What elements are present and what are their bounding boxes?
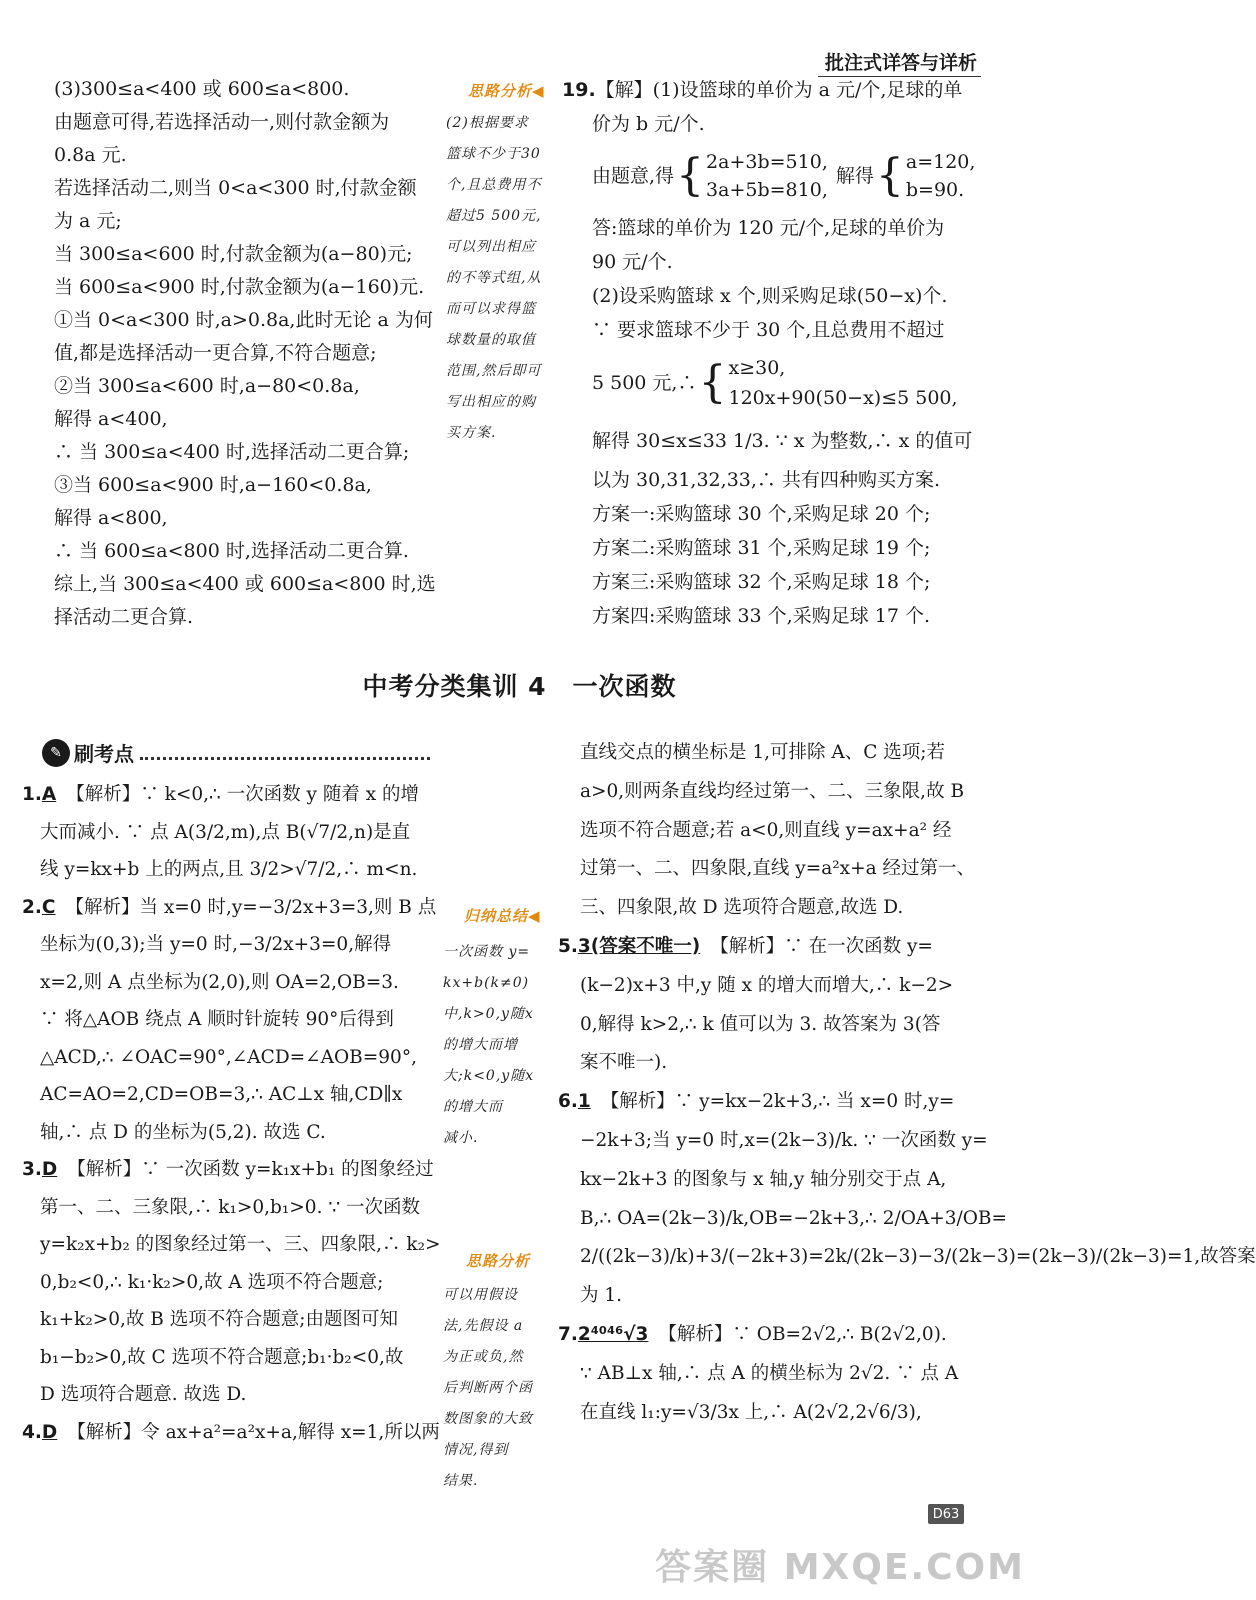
text-line	[22, 1301, 441, 1339]
note-tag-label: 归纳总结	[464, 907, 529, 925]
line-text: 轴,∴ 点 D 的坐标为(5,2). 故选 C.	[40, 1121, 326, 1143]
text-line	[558, 1122, 1256, 1161]
line-text: AC=AO=2,CD=OB=3,∴ AC⊥x 轴,CD∥x	[40, 1084, 403, 1105]
note-line: 球数量的取值	[446, 332, 536, 348]
text-line	[558, 1238, 1256, 1277]
section-title: 中考分类集训 4 一次函数	[362, 672, 677, 701]
line-text: ∵ 将△AOB 绕点 A 顺时针旋转 90°后得到	[40, 1009, 394, 1030]
line-text: 在直线 l₁:y=√3/3x 上,∴ A(2√2,2√6/3),	[580, 1401, 922, 1423]
text-line	[22, 776, 441, 814]
line-text: −2k+3;当 y=0 时,x=(2k−3)/k. ∵ 一次函数 y=	[580, 1129, 988, 1151]
text-line	[22, 1264, 441, 1302]
brace-icon: {	[875, 150, 904, 201]
note-line: 的不等式组,从	[446, 270, 542, 286]
line-text: 【解析】当 x=0 时,y=−3/2x+3=3,则 B 点	[65, 896, 437, 918]
text-line	[558, 1394, 1256, 1433]
text-line: 择活动二更合算.	[54, 606, 194, 628]
line-text: 选项不符合题意;若 a<0,则直线 y=ax+a² 经	[580, 819, 952, 841]
note-tag	[464, 905, 541, 926]
answer-choice: A	[41, 784, 57, 805]
line-text: b₁−b₂>0,故 C 选项不符合题意;b₁·b₂<0,故	[40, 1346, 404, 1368]
margin-note	[443, 937, 534, 1154]
text-line: 90 元/个.	[592, 251, 673, 273]
note-line: 法,先假设 a	[443, 1318, 524, 1334]
text-line: ∴ 当 300≤a<400 时,选择活动二更合算;	[54, 441, 410, 463]
note-tag	[466, 1250, 530, 1271]
line-text: D 选项符合题意. 故选 D.	[40, 1384, 247, 1405]
text-line: 当 600≤a<900 时,付款金额为(a−160)元.	[54, 276, 425, 298]
arrow-icon: ◀	[532, 82, 545, 100]
note-line: kx+b(k≠0)	[443, 975, 530, 991]
note-line: 数图象的大致	[443, 1411, 533, 1427]
line-text: △ACD,∴ ∠OAC=90°,∠ACD=∠AOB=90°,	[40, 1046, 417, 1068]
note-line: 写出相应的购	[446, 394, 536, 410]
margin-note	[446, 108, 542, 449]
header-title: 批注式详答与详析	[824, 52, 977, 74]
text-line: 方案二:采购篮球 31 个,采购足球 19 个;	[592, 537, 931, 559]
text-line: 价为 b 元/个.	[592, 113, 705, 135]
note-line: 可以列出相应	[446, 239, 536, 255]
question-number: 4.	[22, 1421, 42, 1443]
line-text: kx−2k+3 的图象与 x 轴,y 轴分别交于点 A,	[580, 1168, 947, 1190]
answer-choice: D	[41, 1421, 58, 1443]
note-line: 中,k>0,y随x	[443, 1006, 534, 1022]
line-text: a>0,则两条直线均经过第一、二、三象限,故 B	[580, 780, 965, 802]
line-text: y=k₂x+b₂ 的图象经过第一、三、四象限,∴ k₂>	[40, 1234, 441, 1255]
note-line: 可以用假设	[443, 1287, 518, 1303]
text-line	[22, 1001, 441, 1039]
text-line: (3)300≤a<400 或 600≤a<800.	[54, 78, 350, 100]
note-line: 减小.	[443, 1130, 479, 1146]
text-span: 解得	[835, 165, 874, 187]
equation: b=90.	[905, 179, 965, 201]
pencil-icon: ✎	[42, 739, 70, 767]
text-line	[558, 850, 1256, 889]
text-line: 答:篮球的单价为 120 元/个,足球的单价为	[592, 217, 945, 239]
line-text: 案不唯一).	[580, 1052, 668, 1074]
line-text: 线 y=kx+b 上的两点,且 3/2>√7/2,∴ m<n.	[40, 859, 418, 880]
note-line: 超过5 500元,	[446, 208, 542, 224]
text-line: 若选择活动二,则当 0<a<300 时,付款金额	[54, 177, 417, 199]
note-line: 结果.	[443, 1473, 479, 1489]
inequality-system	[562, 347, 975, 419]
text-line	[558, 889, 1256, 928]
note-line: 买方案.	[446, 425, 497, 441]
note-tag-label: 思路分析	[468, 82, 533, 100]
inequality: 120x+90(50−x)≤5 500,	[728, 387, 958, 409]
question-number: 3.	[22, 1159, 42, 1180]
text-line: ③当 600≤a<900 时,a−160<0.8a,	[54, 474, 372, 496]
text-line	[558, 1200, 1256, 1239]
note-line: 大;k<0,y随x	[443, 1068, 535, 1084]
text-line	[22, 1339, 441, 1377]
text-line	[558, 1161, 1256, 1200]
note-line: 情况,得到	[443, 1442, 509, 1458]
text-line	[558, 967, 1256, 1006]
question-number: 7.	[558, 1323, 578, 1345]
text-line: 解得 a<400,	[54, 408, 168, 430]
bottom-right-column	[558, 734, 1256, 1432]
line-text: 第一、二、三象限,∴ k₁>0,b₁>0. ∵ 一次函数	[40, 1196, 420, 1218]
text-line	[558, 1355, 1256, 1394]
line-text: 0,解得 k>2,∴ k 值可以为 3. 故答案为 3(答	[580, 1013, 941, 1035]
margin-note	[443, 1280, 533, 1497]
text-span: 由题意,得	[592, 165, 675, 187]
note-tag-label: 思路分析	[466, 1252, 531, 1270]
bottom-left-column	[22, 776, 441, 1451]
answer-choice: 3(答案不唯一)	[577, 935, 701, 957]
section-badge	[42, 738, 134, 767]
line-text: 【解析】令 ax+a²=a²x+a,解得 x=1,所以两	[67, 1421, 440, 1443]
note-line: 的增大而增	[443, 1037, 518, 1053]
text-line	[22, 1039, 441, 1077]
top-left-column	[54, 73, 436, 634]
line-text: 坐标为(0,3);当 y=0 时,−3/2x+3=0,解得	[40, 934, 392, 955]
text-line	[22, 1076, 441, 1114]
line-text: (k−2)x+3 中,y 随 x 的增大而增大,∴ k−2>	[580, 974, 954, 996]
question-number: 1.	[22, 784, 42, 805]
note-line: 一次函数 y=	[443, 944, 531, 960]
text-line: 解得 a<800,	[54, 507, 168, 529]
brace-icon: {	[698, 357, 727, 408]
text-line	[558, 812, 1256, 851]
text-line: ∵ 要求篮球不少于 30 个,且总费用不超过	[592, 319, 945, 341]
text-line: 由题意可得,若选择活动一,则付款金额为	[54, 111, 390, 133]
note-line: 篮球不少于30	[446, 146, 541, 162]
text-line: 解得 30≤x≤33 1/3. ∵ x 为整数,∴ x 的值可	[592, 430, 973, 452]
equation: a=120,	[905, 151, 976, 173]
equation: 3a+5b=810,	[706, 179, 828, 201]
text-line: 综上,当 300≤a<400 或 600≤a<800 时,选	[54, 573, 436, 595]
top-right-column	[562, 73, 975, 633]
note-line: 而可以求得篮	[446, 301, 536, 317]
equation: 2a+3b=510,	[706, 151, 828, 173]
text-line	[22, 926, 441, 964]
note-tag	[468, 80, 545, 101]
line-text: 直线交点的横坐标是 1,可排除 A、C 选项;若	[580, 742, 946, 763]
line-text: k₁+k₂>0,故 B 选项不符合题意;由题图可知	[40, 1309, 398, 1330]
text-line: 【解】(1)设篮球的单价为 a 元/个,足球的单	[595, 79, 963, 101]
text-line: ②当 300≤a<600 时,a−80<0.8a,	[54, 375, 360, 397]
line-text: B,∴ OA=(2k−3)/k,OB=−2k+3,∴ 2/OA+3/OB=	[580, 1207, 1008, 1229]
watermark: 答案圈 MXQE.COM	[655, 1547, 1025, 1588]
line-text: 【解析】∵ k<0,∴ 一次函数 y 随着 x 的增	[66, 784, 420, 805]
text-line	[22, 814, 441, 852]
note-line: (2)根据要求	[446, 115, 529, 131]
note-line: 的增大而	[443, 1099, 503, 1115]
text-line	[558, 1316, 1256, 1355]
line-text: 【解析】∵ y=kx−2k+3,∴ 当 x=0 时,y=	[600, 1091, 955, 1113]
text-line: 方案四:采购篮球 33 个,采购足球 17 个.	[592, 605, 930, 627]
line-text: 大而减小. ∵ 点 A(3/2,m),点 B(√7/2,n)是直	[40, 821, 411, 843]
badge-label: 刷考点	[74, 742, 134, 766]
inequality: x≥30,	[728, 357, 786, 379]
note-line: 后判断两个函	[443, 1380, 533, 1396]
question-number: 2.	[22, 896, 42, 918]
text-line: ∴ 当 600≤a<800 时,选择活动二更合算.	[54, 540, 409, 562]
line-text: ∵ AB⊥x 轴,∴ 点 A 的横坐标为 2√2. ∵ 点 A	[580, 1362, 959, 1384]
text-line	[558, 1083, 1256, 1122]
brace-icon: {	[676, 150, 705, 201]
text-line	[22, 964, 441, 1002]
text-line: 当 300≤a<600 时,付款金额为(a−80)元;	[54, 243, 413, 265]
text-line: 方案三:采购篮球 32 个,采购足球 18 个;	[592, 571, 931, 593]
line-text: 2/((2k−3)/k)+3/(−2k+3)=2k/(2k−3)−3/(2k−3)=(2k−3)/(2k−3)=1,故答案	[580, 1246, 1256, 1268]
line-text: 三、四象限,故 D 选项符合题意,故选 D.	[580, 897, 904, 919]
text-line	[558, 734, 1256, 773]
question-number: 6.	[558, 1091, 578, 1113]
text-line: 以为 30,31,32,33,∴ 共有四种购买方案.	[592, 469, 940, 491]
line-text: 【解析】∵ 在一次函数 y=	[710, 935, 933, 957]
question-number: 5.	[558, 935, 578, 957]
answer-choice: C	[41, 896, 56, 918]
page-number: D63	[928, 1504, 964, 1524]
text-line	[22, 1226, 441, 1264]
text-line: 0.8a 元.	[54, 144, 127, 166]
text-line	[22, 851, 441, 889]
line-text: 为 1.	[580, 1285, 623, 1307]
text-span: 5 500 元,∴	[592, 372, 697, 394]
text-line	[22, 889, 441, 927]
text-line	[22, 1151, 441, 1189]
text-line: (2)设采购篮球 x 个,则采购足球(50−x)个.	[592, 285, 948, 307]
note-line: 为正或负,然	[443, 1349, 524, 1365]
answer-choice: 1	[577, 1091, 591, 1113]
text-line: 值,都是选择活动一更合算,不符合题意;	[54, 342, 377, 364]
note-line: 范围,然后即可	[446, 363, 542, 379]
equation-system	[562, 141, 975, 211]
text-line	[22, 1414, 441, 1452]
answer-choice: 2⁴⁰⁴⁶√3	[577, 1323, 649, 1345]
text-line: 为 a 元;	[54, 210, 122, 232]
line-text: x=2,则 A 点坐标为(2,0),则 OA=2,OB=3.	[40, 971, 399, 993]
line-text: 【解析】∵ 一次函数 y=k₁x+b₁ 的图象经过	[67, 1159, 434, 1180]
text-line	[558, 773, 1256, 812]
text-line	[558, 928, 1256, 967]
text-line	[558, 1277, 1256, 1316]
answer-choice: D	[41, 1159, 58, 1180]
text-line	[22, 1114, 441, 1152]
question-number: 19.	[562, 79, 596, 101]
text-line	[558, 1044, 1256, 1083]
arrow-icon: ◀	[528, 907, 541, 925]
dotted-divider	[140, 757, 430, 760]
text-line: 方案一:采购篮球 30 个,采购足球 20 个;	[592, 503, 931, 525]
text-line	[558, 1006, 1256, 1045]
text-line: ①当 0<a<300 时,a>0.8a,此时无论 a 为何	[54, 309, 433, 331]
text-line	[22, 1189, 441, 1227]
line-text: 0,b₂<0,∴ k₁·k₂>0,故 A 选项不符合题意;	[40, 1271, 384, 1293]
text-line	[22, 1376, 441, 1414]
line-text: 【解析】∵ OB=2√2,∴ B(2√2,0).	[658, 1323, 947, 1345]
note-line: 个,且总费用不	[446, 177, 542, 193]
line-text: 过第一、二、四象限,直线 y=a²x+a 经过第一、	[580, 858, 976, 880]
